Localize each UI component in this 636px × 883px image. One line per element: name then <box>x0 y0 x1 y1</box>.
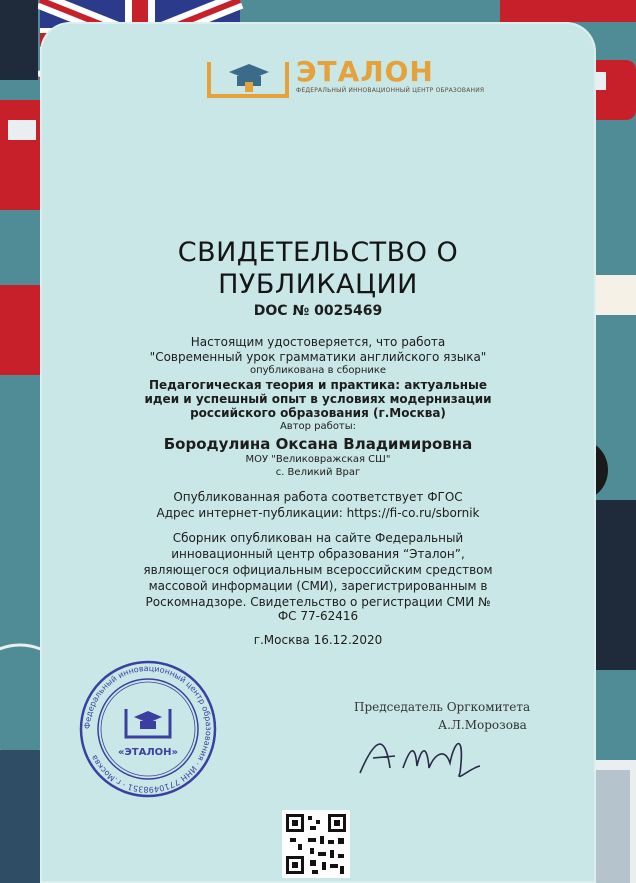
chair-title: Председатель Оргкомитета <box>354 700 531 714</box>
collection-line-3: российского образования (г.Москва) <box>190 406 446 420</box>
signature-icon <box>355 728 505 788</box>
about-line-5: Роскомнадзоре. Свидетельство о регистрации СМИ № <box>145 595 491 609</box>
published-in: опубликована в сборнике <box>249 365 387 376</box>
certificate-title <box>0 237 636 301</box>
title-line-2: ПУБЛИКАЦИИ <box>218 269 418 300</box>
certify-text: Настоящим удостоверяется, что работа <box>190 335 446 349</box>
document-number: DOC № 0025469 <box>253 303 383 319</box>
about-line-2: инновационный центр образования “Эталон”, <box>171 547 465 561</box>
work-title: "Современный урок грамматики английского языка" <box>149 350 487 364</box>
about-line-6: ФС 77-62416 <box>277 609 359 623</box>
about-line-4: массовой информации (СМИ), зарегистрированным в <box>148 579 488 593</box>
stamp-ring-text: Федеральный инновационный центр образования · ИНН 7710498351 · г.Москва <box>82 663 214 795</box>
chair-name: А.Л.Морозова <box>438 718 527 732</box>
title-line-1: СВИДЕТЕЛЬСТВО О <box>177 237 459 268</box>
about-line-3: являющегося официальным всероссийским средством <box>143 563 493 577</box>
logo-subtitle: ФЕДЕРАЛЬНЫЙ ИННОВАЦИОННЫЙ ЦЕНТР ОБРАЗОВАНИЯ <box>296 87 485 94</box>
village: с. Великий Враг <box>275 467 361 478</box>
official-stamp-icon <box>78 659 218 799</box>
fgos-statement: Опубликованная работа соответствует ФГОС <box>173 490 463 504</box>
publication-address: Адрес интернет-публикации: https://fi-co.ru/sbornik <box>156 506 480 520</box>
school: МОУ "Великовражская СШ" <box>245 454 391 465</box>
collection-line-1: Педагогическая теория и практика: актуальные <box>148 378 488 392</box>
logo-name: ЭТАЛОН <box>296 55 434 88</box>
stamp-center-text: «ЭТАЛОН» <box>118 747 178 758</box>
about-line-1: Сборник опубликован на сайте Федеральный <box>172 531 464 545</box>
qr-code-icon[interactable] <box>282 810 350 878</box>
collection-line-2: идеи и успешный опыт в условиях модернизации <box>144 392 492 406</box>
place-date: г.Москва 16.12.2020 <box>253 633 383 647</box>
author-name: Бородулина Оксана Владимировна <box>163 435 473 453</box>
author-label: Автор работы: <box>279 421 357 432</box>
